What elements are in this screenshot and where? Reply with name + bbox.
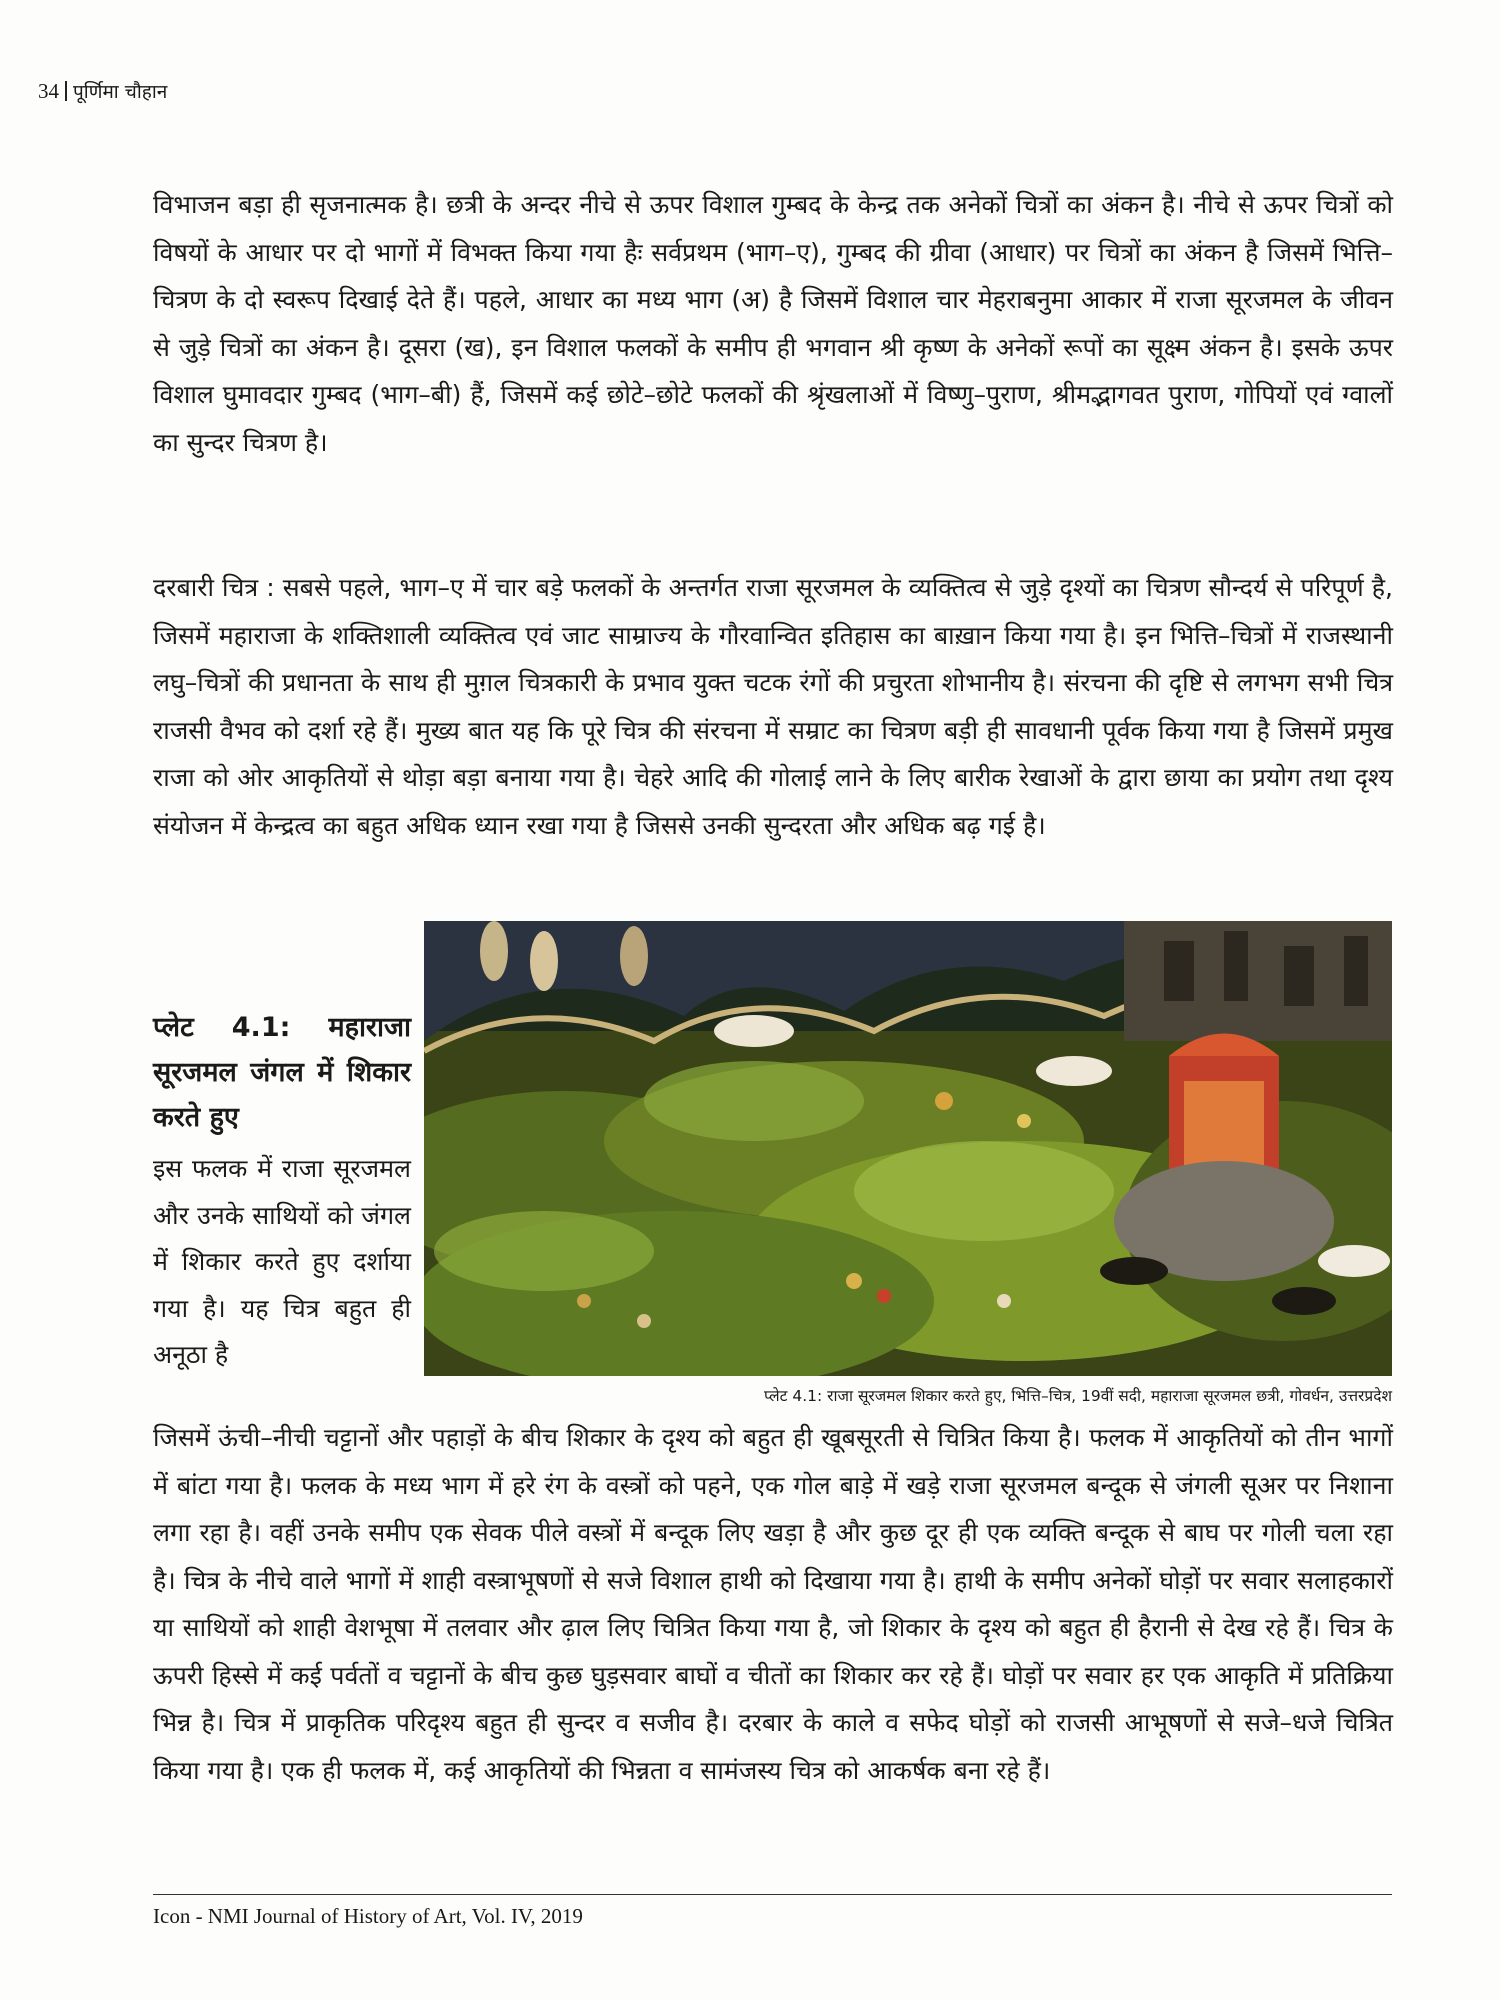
body-paragraph-1: विभाजन बड़ा ही सृजनात्मक है। छत्री के अन्दर नीचे से ऊपर विशाल गुम्बद के केन्द्र तक अनेकों चित्रों का अंकन है। नीचे से ऊपर चित्रों को विषयों के आधार पर दो भागों में विभक्त किया गया हैः सर्वप्रथम (भाग–ए), गुम्बद की ग्रीवा (आधार) पर चित्रों का अंकन है जिसमें भित्ति–चित्रण के दो स्वरूप दिखाई देते हैं। पहले, आधार का मध्य भाग (अ) है जिसमें विशाल चार मेहराबनुमा आकार में राजा सूरजमल के जीवन से जुड़े चित्रों का अंकन है। दूसरा (ख), इन विशाल फलकों के समीप ही भगवान श्री कृष्ण के अनेकों रूपों का सूक्ष्म अंकन है। इसके ऊपर विशाल घुमावदार गुम्बद (भाग–बी) हैं, जिसमें कई छोटे–छोटे फलकों की श्रृंखलाओं में विष्णु–पुराण, श्रीमद्भागवत पुराण, गोपियों एवं ग्वालों का सुन्दर चित्रण है। (153, 190, 1393, 457)
running-header (38, 78, 167, 104)
page-number: 34 (38, 79, 59, 103)
journal-footer: Icon - NMI Journal of History of Art, Vol. IV, 2019 (153, 1904, 583, 1928)
plate-caption: प्लेट 4.1: राजा सूरजमल शिकार करते हुए, भित्ति–चित्र, 19वीं सदी, महाराजा सूरजमल छत्री, गोवर्धन, उत्तरप्रदेश (764, 1387, 1392, 1405)
body-paragraph-3: जिसमें ऊंची–नीची चट्टानों और पहाड़ों के बीच शिकार के दृश्य को बहुत ही खूबसूरती से चित्रित किया है। फलक में आकृतियों को तीन भागों में बांटा गया है। फलक के मध्य भाग में हरे रंग के वस्त्रों को पहने, एक गोल बाड़े में खड़े राजा सूरजमल बन्दूक से जंगली सूअर पर निशाना लगा रहा है। वहीं उनके समीप एक सेवक पीले वस्त्रों में बन्दूक लिए खड़ा है और कुछ दूर ही एक व्यक्ति बन्दूक से बाघ पर गोली चला रहा है। चित्र के नीचे वाले भागों में शाही वस्त्राभूषणों से सजे विशाल हाथी को दिखाया गया है। हाथी के समीप अनेकों घोड़ों पर सवार सलाहकारों या साथियों को शाही वेशभूषा में तलवार और ढ़ाल लिए चित्रित किया गया है, जो शिकार के दृश्य को बहुत ही हैरानी से देख रहे हैं। चित्र के ऊपरी हिस्से में कई पर्वतों व चट्टानों के बीच कुछ घुड़सवार बाघों व चीतों का शिकार कर रहे हैं। घोड़ों पर सवार हर एक आकृति में प्रतिक्रिया भिन्न है। चित्र में प्राकृतिक परिदृश्य बहुत ही सुन्दर व सजीव है। दरबार के काले व सफेद घोड़ों को राजसी आभूषणों से सजे–धजे चित्रित किया गया है। एक ही फलक में, कई आकृतियों की भिन्नता व सामंजस्य चित्र को आकर्षक बना रहे हैं। (153, 1423, 1393, 1785)
footer-rule (153, 1894, 1392, 1895)
plate-4-1-painting (424, 921, 1392, 1376)
plate-description: इस फलक में राजा सूरजमल और उनके साथियों को जंगल में शिकार करते हुए दर्शाया गया है। यह चित्र बहुत ही अनूठा है (153, 1154, 411, 1369)
header-divider (65, 81, 67, 101)
author-name: पूर्णिमा चौहान (73, 81, 168, 103)
plate-heading: प्लेट 4.1: महाराजा सूरजमल जंगल में शिकार करते हुए (153, 1012, 411, 1133)
body-paragraph-2: दरबारी चित्र : सबसे पहले, भाग–ए में चार बड़े फलकों के अन्तर्गत राजा सूरजमल के व्यक्तित्व से जुड़े दृश्यों का चित्रण सौन्दर्य से परिपूर्ण है, जिसमें महाराजा के शक्तिशाली व्यक्तित्व एवं जाट साम्राज्य के गौरवान्वित इतिहास का बाख़ान किया गया है। इन भित्ति–चित्रों में राजस्थानी लघु–चित्रों की प्रधानता के साथ ही मुग़ल चित्रकारी के प्रभाव युक्त चटक रंगों की प्रचुरता शोभानीय है। संरचना की दृष्टि से लगभग सभी चित्र राजसी वैभव को दर्शा रहे हैं। मुख्य बात यह कि पूरे चित्र की संरचना में सम्राट का चित्रण बड़ी ही सावधानी पूर्वक किया गया है जिसमें प्रमुख राजा को ओर आकृतियों से थोड़ा बड़ा बनाया गया है। चेहरे आदि की गोलाई लाने के लिए बारीक रेखाओं के द्वारा छाया का प्रयोग तथा दृश्य संयोजन में केन्द्रत्व का बहुत अधिक ध्यान रखा गया है जिससे उनकी सुन्दरता और अधिक बढ़ गई है। (153, 573, 1393, 840)
